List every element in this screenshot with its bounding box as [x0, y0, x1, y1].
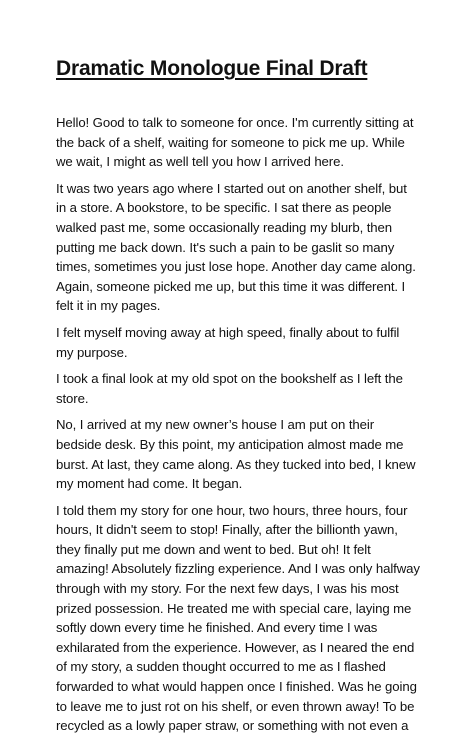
paragraph: I took a final look at my old spot on the bookshelf as I left the store. — [56, 371, 403, 406]
document-body — [56, 113, 420, 736]
document-title: Dramatic Monologue Final Draft — [56, 57, 368, 80]
paragraph: Hello! Good to talk to someone for once. I'm currently sitting at the back of a shelf, waiting for someone to pick me up. While we wait, I might as well tell you how I arrived here. — [56, 115, 414, 170]
paragraph: It was two years ago where I started out on another shelf, but in a store. A bookstore, to be specific. I sat there as people walked past me, some occasionally reading my blurb, then putting me back down. It's such a pain to be gaslit so many times, sometimes you just lose hope. Another day came along. Again, someone picked me up, but this time it was different. I felt it in my pages. — [56, 180, 416, 314]
paragraph: I told them my story for one hour, two hours, three hours, four hours, It didn't seem to stop! Finally, after the billionth yawn, they finally put me down and went to bed. But oh! It felt amazing! Absolutely fizzling experience. And I was only halfway through with my story. For the next few days, I was his most prized possession. He treated me with special care, laying me softly down every time he finished. And every time I was exhilarated from the experience. However, as I neared the end of my story, a sudden thought occurred to me as I flashed forwarded to what would happen once I finished. Was he going to leave me to just rot on his shelf, or even thrown away! To be recycled as a lowly paper straw, or something with not even a — [56, 502, 420, 734]
paragraph: No, I arrived at my new owner’s house I am put on their bedside desk. By this point, my anticipation almost made me burst. At last, they came along. As they tucked into bed, I knew my moment had come. It began. — [56, 417, 416, 492]
paragraph: I felt myself moving away at high speed, finally about to fulfil my purpose. — [56, 324, 400, 360]
